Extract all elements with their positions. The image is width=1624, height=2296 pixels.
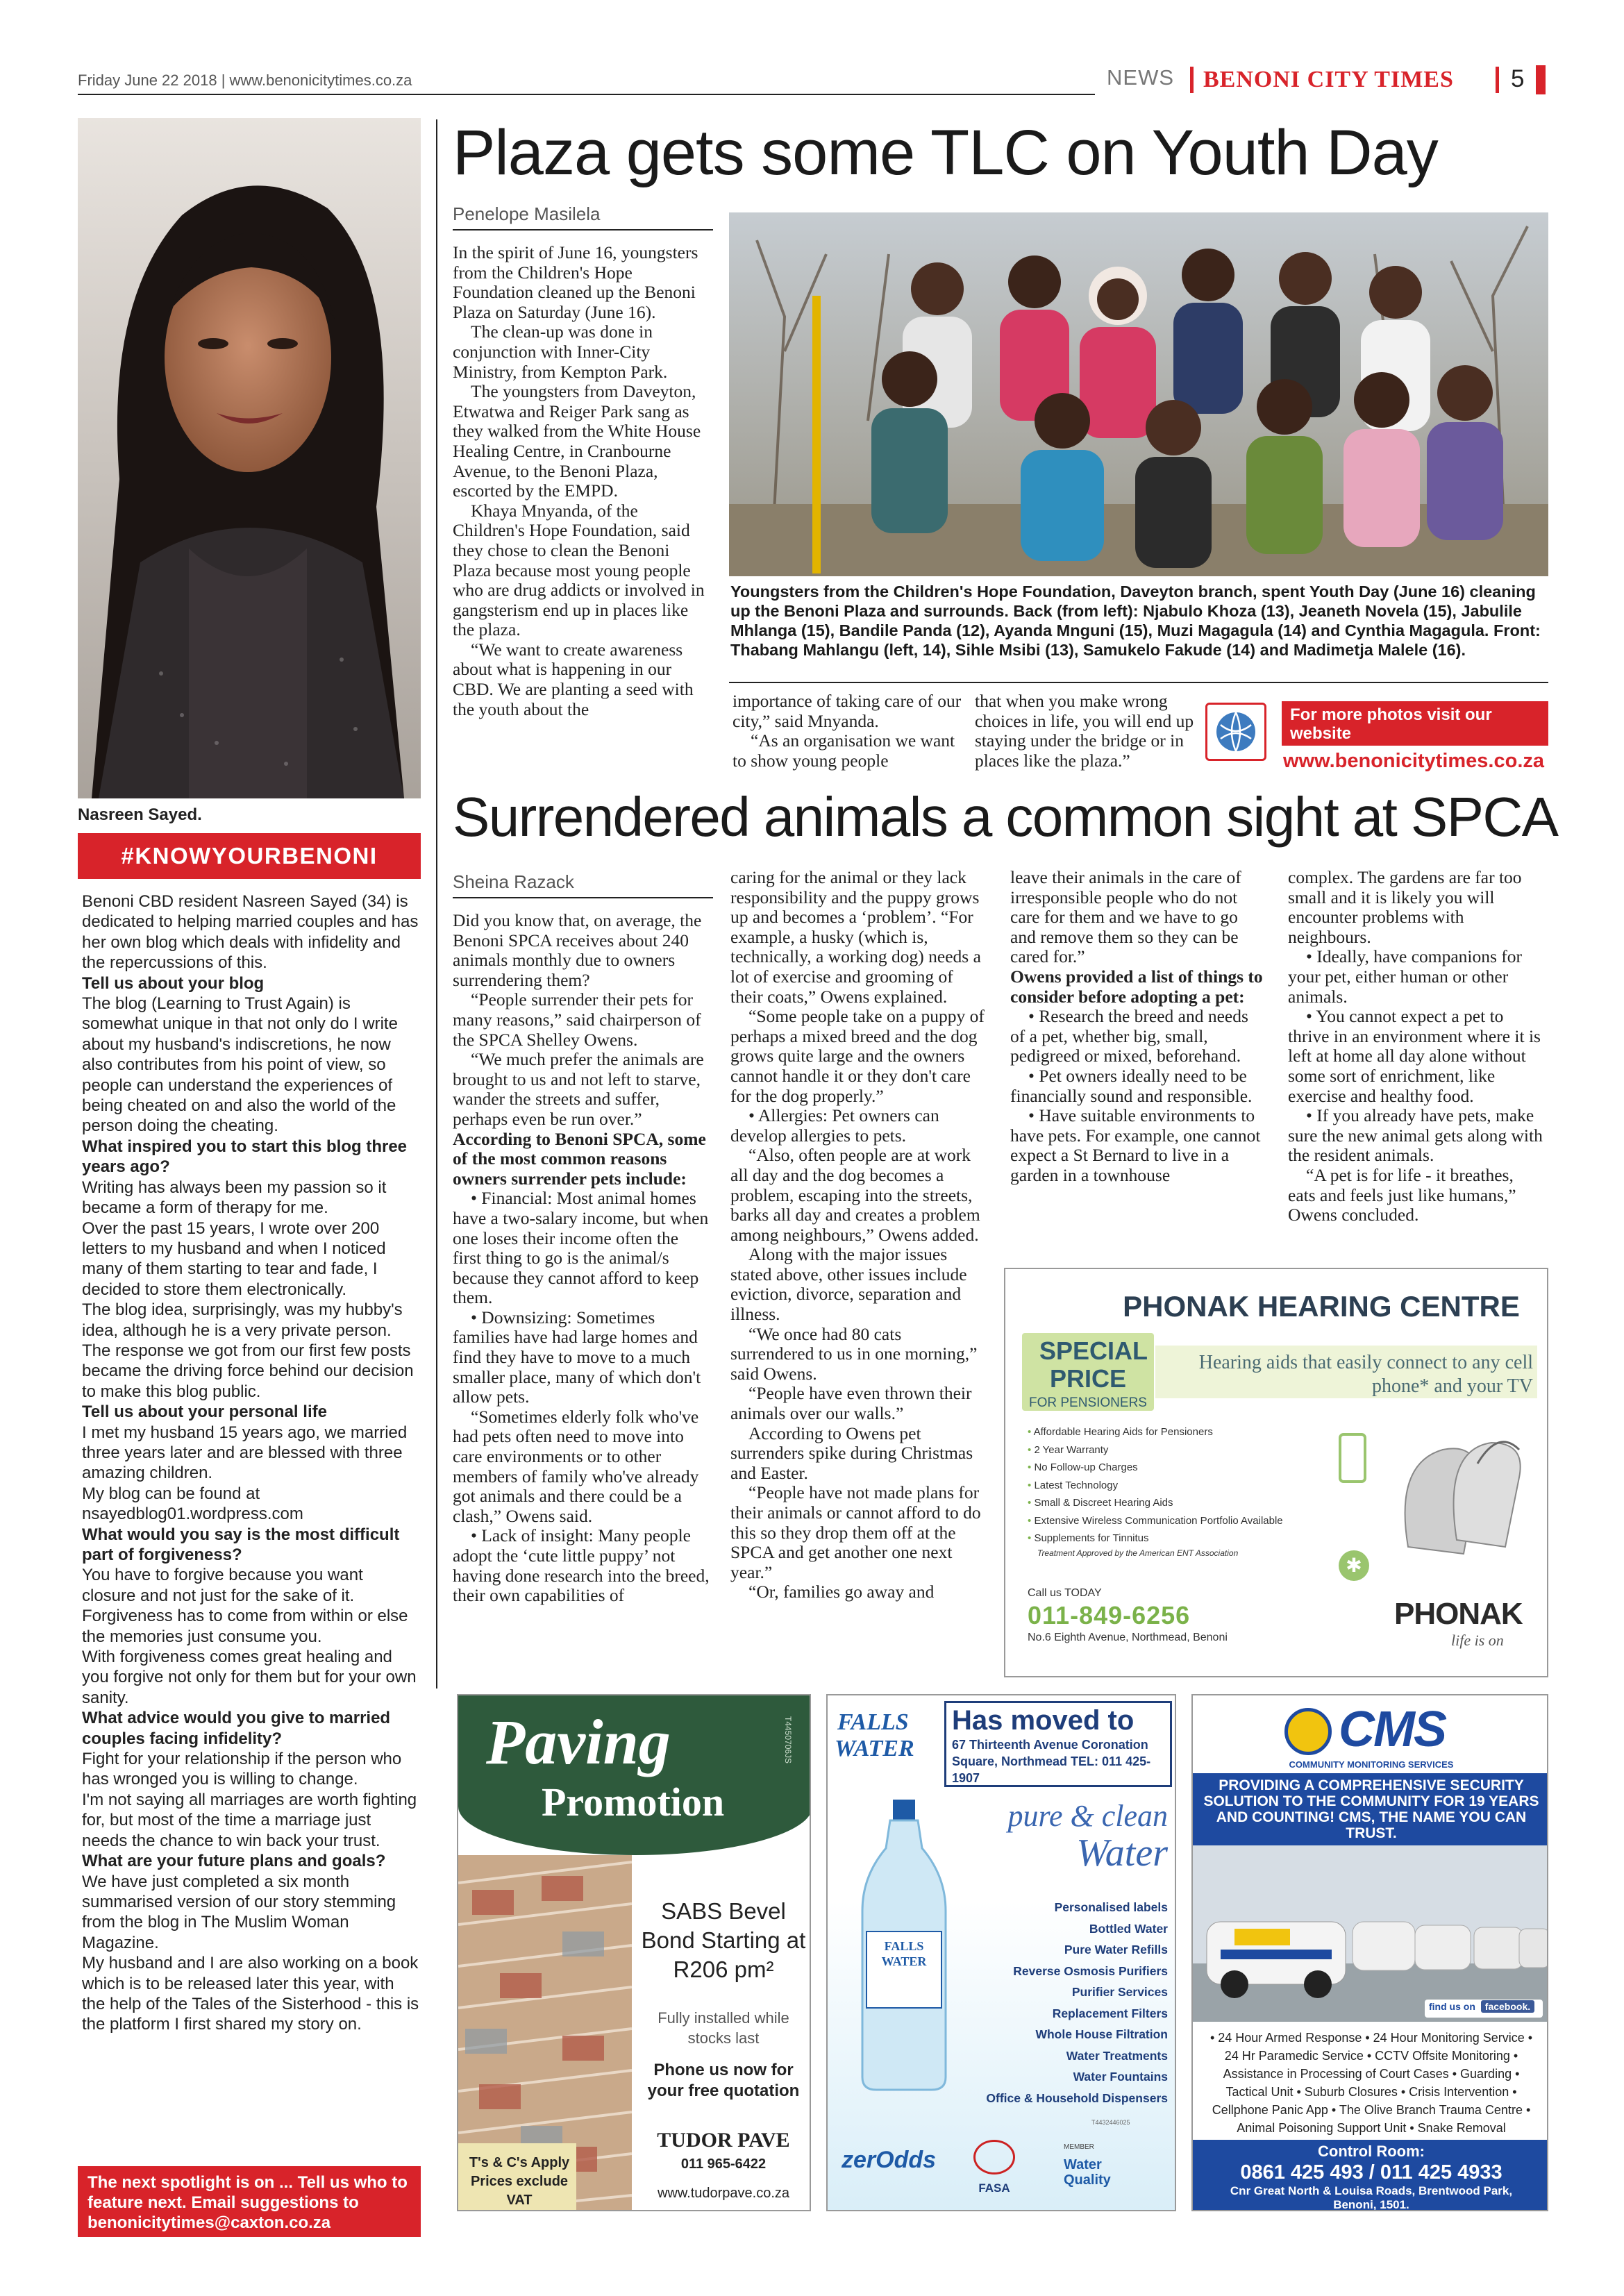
website-promo-box [1282,701,1548,746]
article1-byline-rule [453,229,713,231]
falls-service-item: Water Treatments [1066,2048,1168,2063]
cms-phones: 0861 425 493 / 011 425 4933 [1240,2161,1502,2184]
phonak-special-label: SPECIAL PRICE [1039,1336,1148,1393]
header-section: NEWS [1107,65,1174,90]
falls-pure-clean: pure & clean [1007,1799,1168,1833]
article-paragraph: that when you make wrong choices in life, you will end up staying under the bridge or in places like the plaza.” [975,691,1194,771]
article-paragraph: The youngsters from Daveyton, Etwatwa and Reiger Park sang as they walked from the White House Healing Centre, in Cranbourne Avenue, to the Benoni Plaza, escorted by the EMPD. [453,381,701,501]
article-paragraph: “We once had 80 cats surrendered to us in one morning,” said Owens. [730,1323,978,1384]
article2-byline: Sheina Razack [453,871,574,892]
falls-service-item: Whole House Filtration [1035,2027,1168,2041]
sidebar-footer-text: The next spotlight is on ... Tell us who to feature next. Email suggestions to benonicitytimes@caxton.co.za [87,2173,408,2232]
paving-url[interactable]: www.tudorpave.co.za [657,2186,790,2201]
phonak-bullet: • Supplements for Tinnitus [1028,1532,1149,1544]
falls-service-item: Purifier Services [1071,1985,1168,1999]
article-paragraph: • Allergies: Pet owners can develop allergies to pets. [730,1105,939,1146]
article-paragraph: • Ideally, have companions for your pet, either human or other animals. [1288,946,1523,1007]
website-url-link[interactable]: www.benonicitytimes.co.za [1283,750,1545,772]
sidebar-question: What advice would you give to married couples facing infidelity? [82,1709,391,1748]
cms-banner: PROVIDING A COMPREHENSIVE SECURITY SOLUTION TO THE COMMUNITY FOR 19 YEARS AND COUNTING! CMS, THE NAME YOU CAN TRUST. [1203,1777,1539,1841]
article-paragraph: “People have even thrown their animals over our walls.” [730,1383,972,1424]
article2-col4 [1288,868,1545,1225]
falls-bottle-label: FALLS WATER [881,1939,927,1968]
falls-address: 67 Thirteenth Avenue Coronation Square, Northmead TEL: 011 425-1907 [952,1738,1151,1785]
article-paragraph: • Lack of insight: Many people adopt the ‘cute little puppy’ not having done research into the breed, their own capabilities of [453,1525,710,1606]
phonak-pensioners-label: FOR PENSIONERS [1029,1396,1147,1410]
cms-logo: CMS [1339,1702,1446,1757]
page-number: 5 [1511,65,1525,92]
sidebar-answer: We have just completed a six month summarised version of our story stemming from the blog in The Muslim Woman Magazine. My husband and I are also working on a book which is to be released later this year, with the help of the Tales of the Sisterhood - this is the platform I first shared my story on. [82,1872,419,2034]
article-paragraph: According to Owens pet surrenders spike during Christmas and Easter. [730,1423,973,1483]
photo-caption: Nasreen Sayed. [78,805,202,824]
sidebar-question: What are your future plans and goals? [82,1852,386,1871]
phonak-call-label: Call us TODAY [1028,1587,1102,1599]
article-paragraph: “We much prefer the animals are brought to us and not left to starve, wander the streets and suffer, perhaps even be run over.” [453,1049,704,1129]
falls-logo-top: FALLS [837,1709,909,1735]
cms-banner-box [1193,1773,1548,1845]
sidebar-question: Tell us about your blog [82,973,265,993]
facebook-icon: facebook. [1481,2000,1534,2013]
phonak-bullet: • Extensive Wireless Communication Portfolio Available [1028,1514,1283,1527]
falls-member-label: MEMBER [1064,2143,1094,2151]
sidebar-answer: Fight for your relationship if the person who has wronged you is willing to change. I'm not saying all marriages are worth fighting for, but most of the time a marriage just needs the chance to win back your trust. [82,1750,417,1850]
falls-service-item: Personalised labels [1054,1900,1168,1914]
article-paragraph: importance of taking care of our city,” said Mnyanda. [733,691,962,731]
falls-service-item: Replacement Filters [1052,2006,1168,2020]
article1-col3 [975,692,1198,771]
phonak-brand-tag: life is on [1451,1632,1504,1649]
article-paragraph: Did you know that, on average, the Benoni SPCA receives about 240 animals monthly due to owners surrendering them? [453,910,702,990]
paving-installed: Fully installed while stocks last [658,2009,789,2047]
photo-caption: Youngsters from the Children's Hope Foundation, Daveyton branch, spent Youth Day (June 16) cleaning up the Benoni Plaza and surrounds. Back (from left): Njabulo Khoza (13), Jeaneth Novela (15), Jabulile Mhlanga (15), Bandile Panda (12), Ayanda Mnguni (15), Muzi Magagula (14) and Cynthia Magagula. Front: Thabang Mahlangu (left, 14), Sihle Msibi (13), Samukelo Fakude (14) and Madimetja Malele (16). [730,583,1541,659]
phonak-bullet: • Small & Discreet Hearing Aids [1028,1497,1173,1509]
falls-water-ad [826,1694,1176,2211]
falls-moved-box [944,1701,1172,1787]
article-paragraph: • If you already have pets, make sure the new animal gets along with the resident animals. [1288,1105,1543,1166]
cms-find-us[interactable]: find us on facebook. [1429,2001,1534,2012]
article-paragraph: “A pet is for life - it breathes, eats and feels just like humans,” Owens concluded. [1288,1164,1516,1225]
article-paragraph: “Also, often people are at work all day and the dog becomes a problem, escaping into the streets, barks all day and creates a problem among neighbours,” Owens added. [730,1145,980,1245]
sidebar-question: Tell us about your personal life [82,1402,327,1422]
header-divider-2 [1496,67,1499,93]
paving-phone: 011 965-6422 [680,2156,767,2172]
article-subheading: According to Benoni SPCA, some of the most common reasons owners surrender pets include: [453,1128,706,1189]
paving-title: Paving [486,1707,671,1777]
article-paragraph: “People have not made plans for their animals or cannot afford to do this so they drop them off at the SPCA and get another one next year.” [730,1482,981,1582]
cms-services: • 24 Hour Armed Response • 24 Hour Monitoring Service • 24 Hr Paramedic Service • CCTV Offsite Monitoring • Assistance in Processing of Court Cases • Guarding • Tactical Unit • Suburb Closures • Crisis Intervention • Cellphone Panic App • The Olive Branch Trauma Centre • Animal Poisoning Support Unit • Snake Removal [1209,2031,1533,2135]
sidebar-banner-text: #KNOWYOURBENONI [121,843,378,869]
falls-service-item: Pure Water Refills [1064,1943,1168,1956]
cms-control-label: Control Room: [1318,2143,1425,2160]
article2-col1 [453,911,711,1606]
sidebar-intro: Benoni CBD resident Nasreen Sayed (34) is dedicated to helping married couples and has her own blog which deals with infidelity and the repercussions of this. [82,892,419,973]
website-promo-label: For more photos visit our website [1290,705,1492,743]
phonak-title: PHONAK HEARING CENTRE [1123,1290,1520,1323]
phonak-ad [1004,1268,1548,1677]
article-paragraph: “Some people take on a puppy of perhaps a mixed breed and the dog grows quite large and the owners cannot handle it or they don't care for the dog properly.” [730,1006,985,1106]
sidebar-banner [78,833,421,879]
article-paragraph: • Pet owners ideally need to be financially sound and responsible. [1010,1065,1253,1106]
article-paragraph: “People surrender their pets for many reasons,” said chairperson of the SPCA Shelley Owens. [453,989,701,1050]
article-paragraph: leave their animals in the care of irresponsible people who do not care for them and we have to go and remove them so they can be cared for.” [1010,867,1241,967]
falls-ref-number: T4432446025 [1091,2119,1130,2126]
phone-icon [1339,1433,1366,1483]
sidebar-answer: You have to forgive because you want closure and not just for the sake of it. Forgiveness has to come from within or else the memories just consume you. With forgiveness comes great healing and you forgive not only for them but for your own sanity. [82,1566,417,1707]
header-rule [78,94,1095,95]
phonak-phone: 011-849-6256 [1028,1601,1191,1629]
fasa-logo-text: FASA [978,2181,1010,2195]
article-paragraph: “Or, families go away and [748,1582,935,1602]
cms-logo-icon [1284,1708,1332,1755]
column-rule [436,119,437,1689]
header-date-url: Friday June 22 2018 | www.benonicitytimes.co.za [78,72,412,89]
falls-logo-zero: zerOdds [842,2147,937,2173]
paving-brand: TUDOR PAVE [657,2129,790,2152]
article2-col3 [1010,868,1267,1186]
phonak-bullet-list [1028,1423,1389,1559]
article2-headline: Surrendered animals a common sight at SPCA [453,786,1558,848]
hearing-aids-image [1380,1422,1533,1561]
article-paragraph: “Sometimes elderly folk who've had pets often need to move into care environments or to other members of family who've already got animals and there could be a clash,” Owens said. [453,1406,699,1526]
sidebar-question: What would you say is the most difficult part of forgiveness? [82,1525,400,1564]
falls-logo-bottom: WATER [835,1736,914,1761]
cms-ad [1191,1694,1548,2211]
fasa-logo-icon [973,2140,1015,2175]
article-paragraph: • Financial: Most animal homes have a two-salary income, but when one loses their income often the first thing to go is the animal/s because they cannot afford to keep them. [453,1188,709,1308]
article-paragraph: “As an organisation we want to show young people [733,730,955,771]
falls-service-item: Reverse Osmosis Purifiers [1013,1963,1168,1978]
phonak-bullet: • 2 Year Warranty [1028,1443,1109,1456]
article-paragraph: caring for the animal or they lack responsibility and the puppy grows up and becomes a ‘problem’. “For example, a husky (which is, technically, a working dog) needs a lot of exercise and grooming of their coats,” Owens explained. [730,867,981,1007]
cms-address: Cnr Great North & Louisa Roads, Brentwood Park, Benoni, 1501. [1230,2184,1513,2211]
paving-ad [457,1694,811,2211]
phonak-endorsement: Treatment Approved by the American ENT Association [1037,1548,1239,1558]
phonak-bullet: • No Follow-up Charges [1028,1461,1138,1473]
article1-col1 [453,243,710,719]
sidebar-question: What inspired you to start this blog three years ago? [82,1137,408,1177]
globe-icon [1205,703,1266,761]
article-paragraph: In the spirit of June 16, youngsters from the Children's Hope Foundation cleaned up the Benoni Plaza on Saturday (June 16). [453,242,698,322]
article-subheading: Owens provided a list of things to consider before adopting a pet: [1010,966,1263,1007]
water-quality-logo: Water Quality [1064,2157,1111,2188]
falls-moved-label: Has moved to [952,1705,1135,1736]
sidebar-interview [82,891,421,2035]
paving-tcs: T's & C's Apply Prices exclude VAT [469,2155,570,2208]
article-paragraph: Along with the major issues stated above, other issues include eviction, divorce, separation and illness. [730,1244,967,1325]
youth-group-photo [729,212,1548,576]
cms-vehicles-image [1193,1845,1548,2022]
phonak-tagline: Hearing aids that easily connect to any cell phone* and your TV [1198,1352,1533,1397]
cms-footer-box [1193,2140,1548,2211]
bluetooth-icon: ✱ [1339,1550,1369,1581]
paving-ref-number: T4450706JS [783,1716,793,1764]
falls-water-word: Water [1076,1832,1168,1875]
paving-subtitle: Promotion [542,1779,725,1825]
paving-cta: Phone us now for your free quotation [647,2061,800,2100]
sidebar-footer-box [78,2166,421,2237]
article1-byline: Penelope Masilela [453,203,601,224]
article1-headline: Plaza gets some TLC on Youth Day [453,117,1438,188]
phonak-special-box [1022,1333,1154,1411]
nasreen-photo [78,118,421,798]
header-red-tab [1536,65,1546,94]
article-paragraph: complex. The gardens are far too small and it is likely you will encounter problems with neighbours. [1288,867,1522,947]
article2-col2 [730,868,989,1602]
article-paragraph: “We want to create awareness about what is happening in our CBD. We are planting a seed with the youth about the [453,639,694,719]
article2-byline-rule [453,897,713,898]
paving-offer: SABS Bevel Bond Starting at R206 pm² [641,1898,806,1982]
article1-col2 [733,692,962,771]
sidebar-answer: I met my husband 15 years ago, we married three years later and are blessed with three amazing children. My blog can be found at nsayedblog01.wordpress.com [82,1423,408,1524]
caption-rule [729,682,1548,683]
falls-services-list [953,1897,1168,2109]
article-paragraph: The clean-up was done in conjunction with Inner-City Ministry, from Kempton Park. [453,321,668,382]
article-paragraph: • You cannot expect a pet to thrive in an environment where it is left at home all day alone without some sort of enrichment, like exercise and healthy food. [1288,1006,1541,1106]
header-paper-name: BENONI CITY TIMES [1203,67,1454,92]
phonak-brand-logo: PHONAK [1394,1597,1523,1631]
phonak-bullet: • Affordable Hearing Aids for Pensioners [1028,1426,1213,1438]
cms-logo-subtitle: COMMUNITY MONITORING SERVICES [1289,1759,1454,1770]
sidebar-answer: Writing has always been my passion so it became a form of therapy for me. Over the past 15 years, I wrote over 200 letters to my husband and when I noticed many of them starting to tear and fade, I decided to store them electronically. The blog idea, surprisingly, was my hubby's idea, although he is a very private person. The response we got from our first few posts became the driving force behind our decision to make this blog public. [82,1178,414,1401]
sidebar-answer: The blog (Learning to Trust Again) is somewhat unique in that not only do I write about my husband's indiscretions, he now also contributes from his point of view, so people can understand the experiences of being cheated on and also the world of the person doing the cheating. [82,994,398,1136]
phonak-address: No.6 Eighth Avenue, Northmead, Benoni [1028,1632,1228,1643]
falls-service-item: Office & Household Dispensers [986,2090,1168,2105]
article-paragraph: • Downsizing: Sometimes families have had large homes and find they have to move to a much smaller place, many of which don't allow pets. [453,1307,701,1407]
falls-service-item: Water Fountains [1073,2070,1168,2084]
article-paragraph: • Research the breed and needs of a pet, whether big, small, pedigreed or mixed, beforehand. [1010,1006,1248,1066]
header-divider-1 [1190,67,1194,93]
article-paragraph: • Have suitable environments to have pets. For example, one cannot expect a St Bernard to live in a garden in a townhouse [1010,1105,1261,1185]
falls-service-item: Bottled Water [1089,1921,1168,1936]
article-paragraph: Khaya Mnyanda, of the Children's Hope Foundation, said they chose to clean the Benoni Plaza because most young people who are drug addicts or involved in gangsterism end up in places like the plaza. [453,500,705,640]
phonak-bullet: • Latest Technology [1028,1479,1119,1491]
